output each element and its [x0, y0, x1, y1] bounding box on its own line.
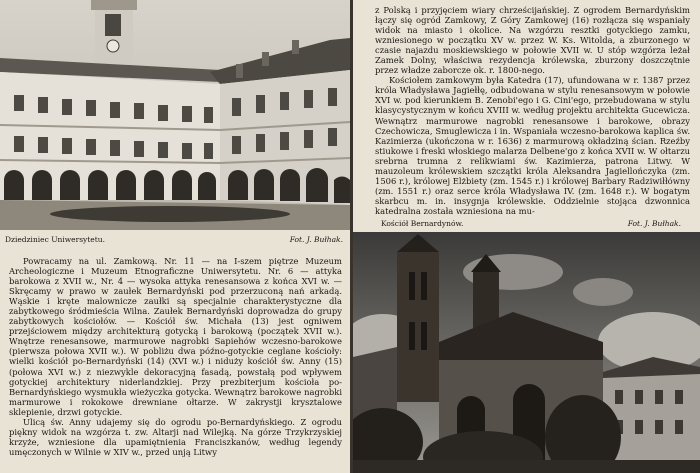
right-paragraph: z Polską i przyjęciem wiary chrześcijańskiej. Z ogrodem Bernardyńskim łączy się ogród Zamkowy, Z Góry Zamkowej (16) rozłącza się wspaniały widok na miasto i okolice. Na wzgórzu resztki gotyckiego zamku, wzniesionego w początku XV w. przez W. Ks. Witolda, a zburzonego w czasie najazdu moskiewskiego w połowie XVII w. U stóp wzgórza leżał Zamek Dolny, właściwa rezydencja królewska, zburzony doszczętnie przez władze zaborcze ok. r. 1800-nego.	[375, 5, 690, 76]
left-paragraph: Powracamy na ul. Zamkową. Nr. 11 — na I-szem piętrze Muzeum Archeologiczne i Muzeum Etnograficzne Uniwersytetu. Nr. 6 — attyka barokowa z XVII w., Nr. 4 — wysoka attyka renesansowa z końca XVI w. — Skręcamy w prawo w zaułek Bernardyński pod przerzuconą nań arkadą. Wąskie i kręte malownicze zaułki są specjalnie charakterystyczne dla zabytkowego śródmieścia Wilna. Zaułek Bernardyński doprowadza do grupy zabytkowych kościołów. — Kościół św. Michała (13) jest ogniwem przejściowem między architekturą gotycką i barokową (początek XVII w.). Wnętrze renesansowe, marmurowe nagrobki Sapiehów wczesno-barokowe (pierwsza połowa XVII w.). W pobliżu dwa późno-gotyckie ceglane kościoły: wielki kościół po-Bernardyński (14) (XVI w.) i niduży kościół św. Anny (15) (połowa XVI w.) z niezwykle dekoracyjną fasadą, powstałą pod wpływem gotyckiej architektury niderlandzkiej. Przy prezbiterjum kościoła po-Bernardyńskiego wysmukła wieżyczka gotycka. Wewnątrz barokowe nagrobki marmurowe i rokokowe drewniane ołtarze. W zakrystji krysztalowe sklepienie, drzwi gotyckie.	[9, 256, 342, 417]
left-photo-caption: Dziedziniec Uniwersytetu.	[5, 235, 105, 244]
bernardine-church-photo	[353, 232, 700, 473]
left-paragraph: Ulicą św. Anny udajemy się do ogrodu po-Bernardyńskiego. Z ogrodu piękny widok na wzgórza t. zw. Altarji nad Wilejką. Na górze Trzykrzyskiej krzyże, wzniesione dla upamiętnienia Franciszkanów, według legendy umęczonych w Wilnie w XIV w., przed unją Litwy	[9, 416, 342, 457]
university-courtyard-photo	[0, 0, 350, 230]
left-photo-credit: Fot. J. Bułhak.	[289, 235, 343, 244]
right-page	[353, 0, 700, 473]
right-paragraph: Kościołem zamkowym była Katedra (17), ufundowana w r. 1387 przez króla Władysława Jagiełłę, odbudowana w stylu renesansowym w połowie XVI w. pod kierunkiem B. Zenobi'ego i G. Cini'ego, przebudowana w stylu klasycystycznym w końcu XVIII w. według projektu architekta Gucewicza. Wewnątrz marmurowe nagrobki renesansowe i barokowe, obrazy Czechowicza, Smuglewicza i in. Wspaniała wczesno-barokowa kaplica św. Kazimierza (ukończona w r. 1636) z marmurową okładziną ścian. Rzeźby stiukowe i freski włoskiego malarza Delbene'go z końca XVII w. W ołtarzu srebrna trumna z relikwiami św. Kazimierza, patrona Litwy. W mauzoleum królewskiem szczątki króla Aleksandra Jagiellończyka (zm. 1506 r.), królowej Elżbiety (zm. 1545 r.) i królowej Barbary Radziwiłłówny (zm. 1551 r.) oraz serce króla Władysława IV. (zm. 1648 r.). W bogatym skarbcu m. in. insygnja królewskie. Oddzielnie stojąca dzwonnica katedralna została wzniesiona na mu-	[375, 75, 690, 216]
right-photo-credit: Fot. J. Bułhak.	[627, 219, 681, 228]
right-photo-caption: Kościół Bernardynów.	[381, 219, 464, 228]
right-photo-caption-row	[381, 219, 681, 229]
right-body-text	[375, 5, 690, 215]
left-photo-caption-row	[5, 235, 343, 245]
left-body-text	[9, 256, 342, 471]
